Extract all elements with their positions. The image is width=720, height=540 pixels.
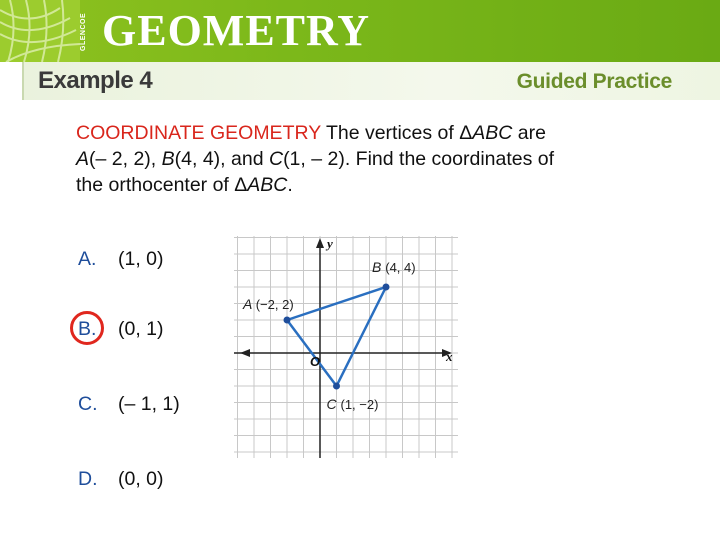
vertex-b-coords: (4, 4), and	[174, 148, 269, 170]
choice-letter: A.	[78, 248, 97, 270]
vertex-c-point	[333, 383, 340, 390]
answer-choice-c[interactable]	[78, 389, 180, 419]
problem-text: are	[512, 122, 546, 144]
triangle-name: ABC	[472, 122, 513, 144]
brand-label: GLENCOE	[80, 12, 87, 52]
choice-value: (0, 0)	[118, 468, 164, 490]
vertex-c-coords: (1, – 2). Find the coordinates of	[283, 148, 555, 170]
choice-value: (– 1, 1)	[118, 393, 180, 415]
vertex-a-coords: (– 2, 2),	[89, 148, 162, 170]
choice-value: (0, 1)	[118, 318, 164, 340]
header-banner	[0, 0, 720, 62]
guided-practice-label: Guided Practice	[516, 70, 672, 93]
vertex-a-label: A (−2, 2)	[243, 296, 294, 312]
coordinate-graph	[234, 236, 458, 458]
answer-choice-b[interactable]	[78, 314, 164, 344]
x-axis-arrow	[240, 349, 250, 357]
vertex-c-label: C (1, −2)	[326, 396, 379, 412]
example-label: Example 4	[38, 67, 153, 94]
y-axis-label: y	[327, 236, 333, 251]
choice-letter: B.	[78, 318, 97, 340]
origin-label: O	[310, 354, 321, 369]
problem-text: The vertices of Δ	[320, 122, 473, 144]
triangle-name: ABC	[247, 174, 288, 196]
choice-value: (1, 0)	[118, 248, 164, 270]
x-axis-label: x	[446, 349, 453, 364]
graph-grid	[234, 236, 458, 458]
choice-letter: C.	[78, 393, 98, 415]
problem-statement	[76, 120, 706, 198]
vertex-a-point	[284, 317, 291, 324]
choice-letter: D.	[78, 468, 98, 490]
geometry-logo-icon	[0, 0, 80, 62]
answer-choice-d[interactable]	[78, 464, 164, 494]
page-title: GEOMETRY	[102, 6, 371, 55]
vertex-c-name: C	[268, 148, 284, 170]
vertex-b-name: B	[161, 148, 175, 170]
point-labels	[242, 259, 416, 412]
problem-text: .	[287, 174, 293, 196]
subheader-bar	[22, 62, 720, 100]
y-axis-arrow	[316, 238, 324, 248]
answer-choice-a[interactable]	[78, 244, 164, 274]
vertex-b-point	[383, 284, 390, 291]
problem-text: the orthocenter of Δ	[76, 174, 248, 196]
vertex-a-name: A	[76, 148, 90, 170]
vertex-b-label: B (4, 4)	[372, 259, 416, 275]
problem-topic: COORDINATE GEOMETRY	[76, 122, 321, 144]
